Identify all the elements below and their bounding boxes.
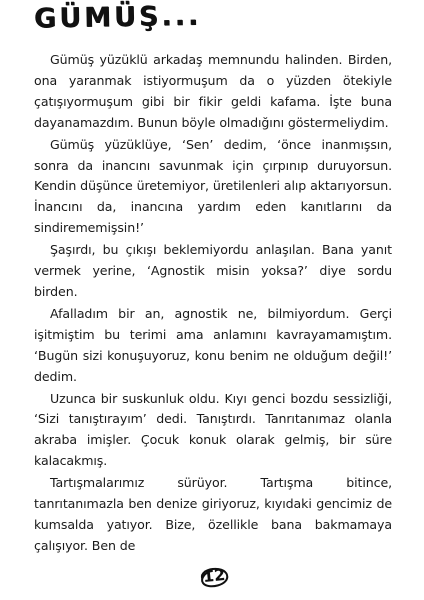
paragraph: Tartışmalarımız sürüyor. Tartışma bitince, tanrıtanımazla ben denize giriyoruz, kıyıdaki gencimiz de kumsalda yatıyor. Bize, özellikle bana bakmamaya çalışıyor. Ben de (34, 475, 392, 553)
paragraph: Gümüş yüzüklüye, ‘Sen’ dedim, ‘önce inanmışsın, sonra da inancını savunmak için çırpınıp duruyorsun. Kendin düşünce üretemiyor, üretilenleri alıp aktarıyorsun. İnancını da, inancına yardım eden kanıtlarını da sindirememişsin!’ (34, 136, 392, 236)
paragraph: Gümüş yüzüklü arkadaş memnundu halinden. Birden, ona yaranmak istiyormuşum da o yüzden ötekiyle çatışıyormuşum gibi bir fikir geldi kafama. İşte buna dayanamazdım. Bunun böyle olmadığını göstermeliydim. (34, 52, 392, 130)
paragraph: Şaşırdı, bu çıkışı beklemiyordu anlaşılan. Bana yanıt vermek yerine, ‘Agnostik misin yoksa?’ diye sordu birden. (34, 242, 392, 299)
page-number: 12 (201, 564, 227, 587)
page-number-badge (194, 562, 234, 592)
body-text (34, 50, 392, 558)
chapter-title: GÜMÜŞ... (33, 0, 202, 35)
paragraph: Uzunca bir suskunluk oldu. Kıyı genci bozdu sessizliği, ‘Sizi tanıştırayım’ dedi. Tanıştırdı. Tanrıtanımaz olanla akraba imişler. Çocuk konuk olarak gelmiş, bir süre kalacakmış. (34, 390, 392, 469)
paragraph: Afalladım bir an, agnostik ne, bilmiyordum. Gerçi işitmiştim bu terimi ama anlamını kavrayamamıştım. ‘Bugün sizi konuşuyoruz, konu benim ne olduğum değil!’ dedim. (34, 305, 392, 384)
